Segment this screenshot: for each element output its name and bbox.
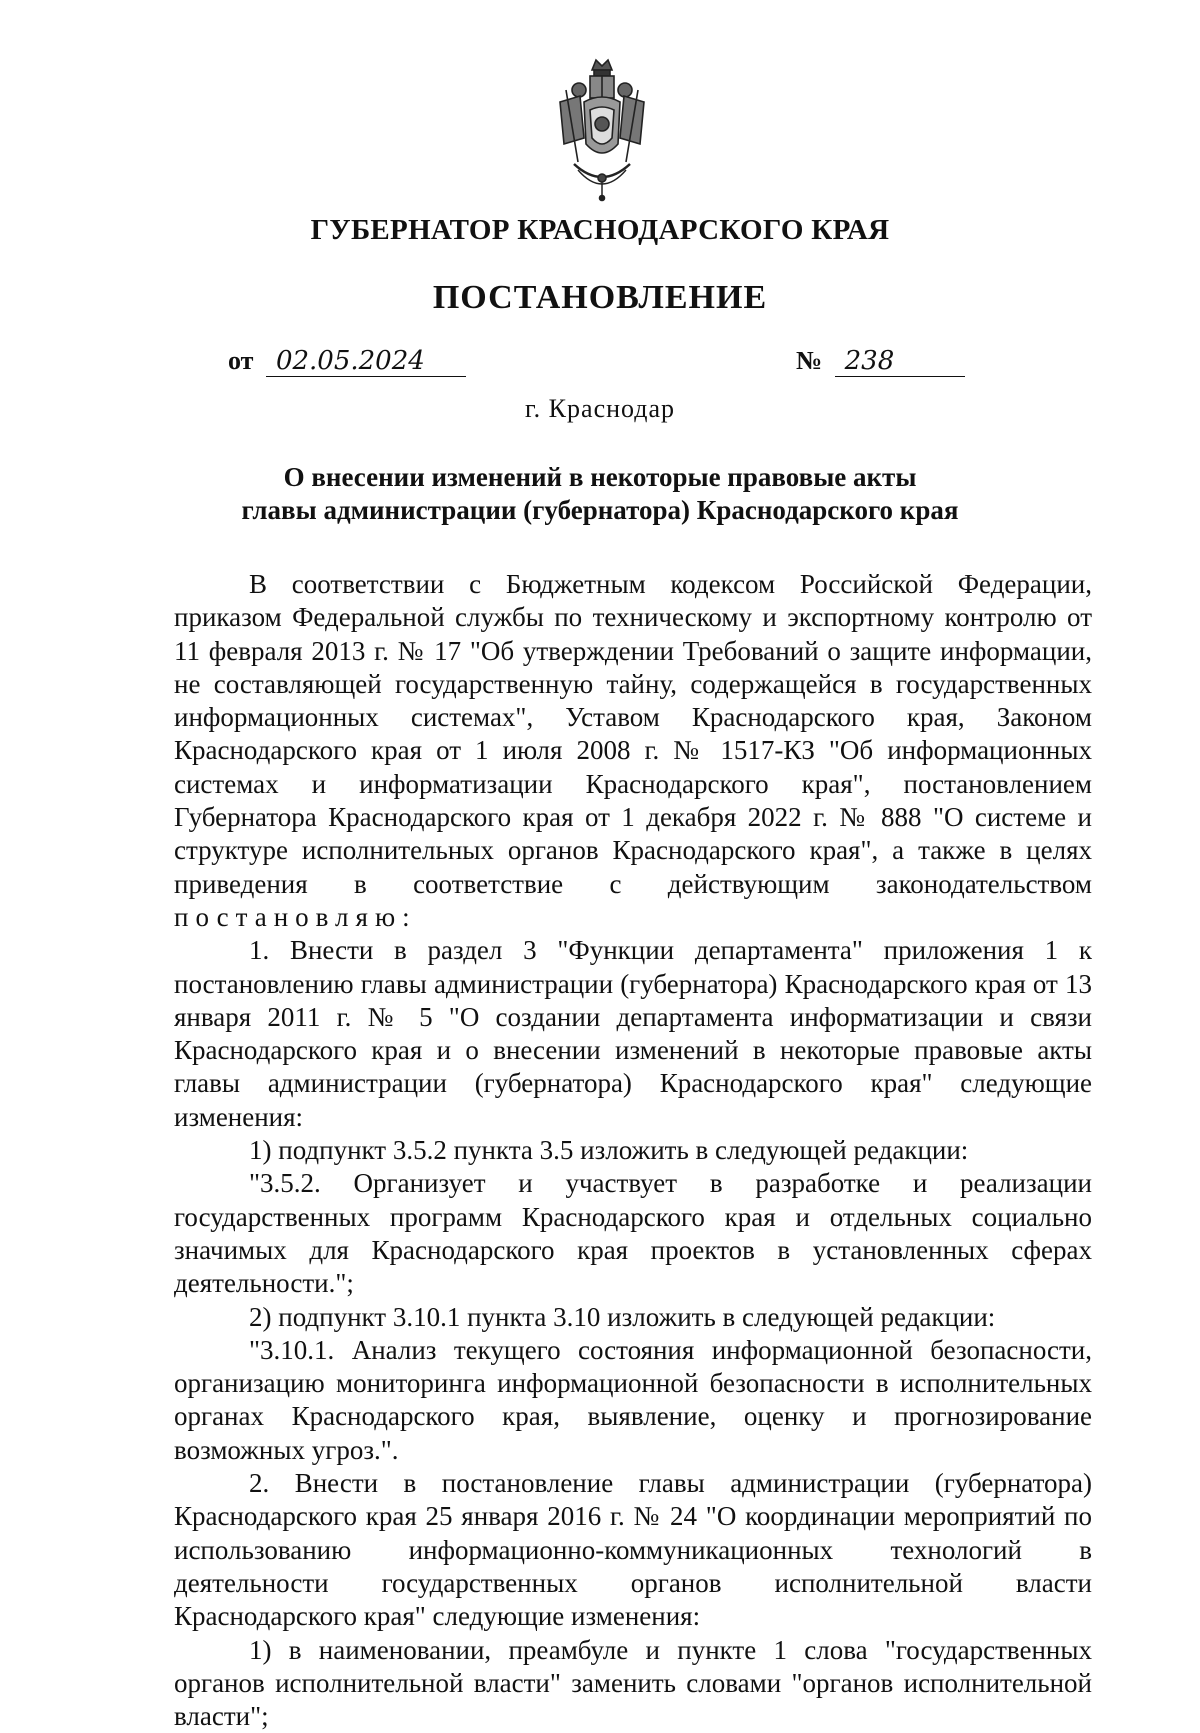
document-type: ПОСТАНОВЛЕНИЕ	[0, 279, 1200, 317]
city: г. Краснодар	[0, 394, 1200, 424]
decree-keyword: постановляю:	[174, 902, 417, 932]
paragraph-subitem-1-1: 1) подпункт 3.5.2 пункта 3.5 изложить в следующей редакции:	[174, 1134, 1092, 1167]
paragraph-subitem-1-2: 2) подпункт 3.10.1 пункта 3.10 изложить в следующей редакции:	[174, 1301, 1092, 1334]
number-field	[796, 346, 965, 377]
paragraph-preamble	[174, 568, 1092, 934]
coat-of-arms-icon	[552, 52, 652, 202]
paragraph-quote-3-10-1: "3.10.1. Анализ текущего состояния информационной безопасности, организацию мониторинга информационной безопасности в исполнительных органах Краснодарского края, выявление, оценку и прогнозирование возможных угроз.".	[174, 1334, 1092, 1467]
preamble-text: В соответствии с Бюджетным кодексом Российской Федерации, приказом Федеральной службы по техническому и экспортному контролю от 11 февраля 2013 г. № 17 "Об утверждении Требований о защите информации, не составляющей государственную тайну, содержащейся в государственных информационных системах", Уставом Краснодарского края, Законом Краснодарского края от 1 июля 2008 г. № 1517-КЗ "Об информационных системах и информатизации Краснодарского края", постановлением Губернатора Краснодарского края от 1 декабря 2022 г. № 888 "О системе и структуре исполнительных органов Краснодарского края", а также в целях приведения в соответствие с действующим законодательством	[174, 569, 1092, 899]
subject-line-2: главы администрации (губернатора) Краснодарского края	[200, 494, 1000, 527]
date-value: 02.05.2024	[266, 346, 466, 377]
paragraph-item-1: 1. Внести в раздел 3 "Функции департамента" приложения 1 к постановлению главы администрации (губернатора) Краснодарского края от 13 января 2011 г. № 5 "О создании департамента информатизации и связи Краснодарского края и о внесении изменений в некоторые правовые акты главы администрации (губернатора) Краснодарского края" следующие изменения:	[174, 934, 1092, 1134]
issuing-authority: ГУБЕРНАТОР КРАСНОДАРСКОГО КРАЯ	[0, 214, 1200, 247]
number-prefix: №	[796, 346, 822, 375]
date-prefix: от	[228, 346, 253, 375]
subject-line-1: О внесении изменений в некоторые правовые акты	[200, 461, 1000, 494]
number-value: 238	[835, 346, 965, 377]
paragraph-quote-3-5-2: "3.5.2. Организует и участвует в разработке и реализации государственных программ Краснодарского края и отдельных социально значимых для Краснодарского края проектов в установленных сферах деятельности.";	[174, 1167, 1092, 1300]
date-field	[228, 346, 466, 377]
document-body	[174, 568, 1092, 1733]
paragraph-item-2: 2. Внести в постановление главы администрации (губернатора) Краснодарского края 25 января 2016 г. № 24 "О координации мероприятий по использованию информационно-коммуникационных технологий в деятельности государственных органов исполнительной власти Краснодарского края" следующие изменения:	[174, 1467, 1092, 1633]
document-subject	[200, 461, 1000, 527]
paragraph-subitem-2-1: 1) в наименовании, преамбуле и пункте 1 слова "государственных органов исполнительной власти" заменить словами "органов исполнительной власти";	[174, 1634, 1092, 1733]
